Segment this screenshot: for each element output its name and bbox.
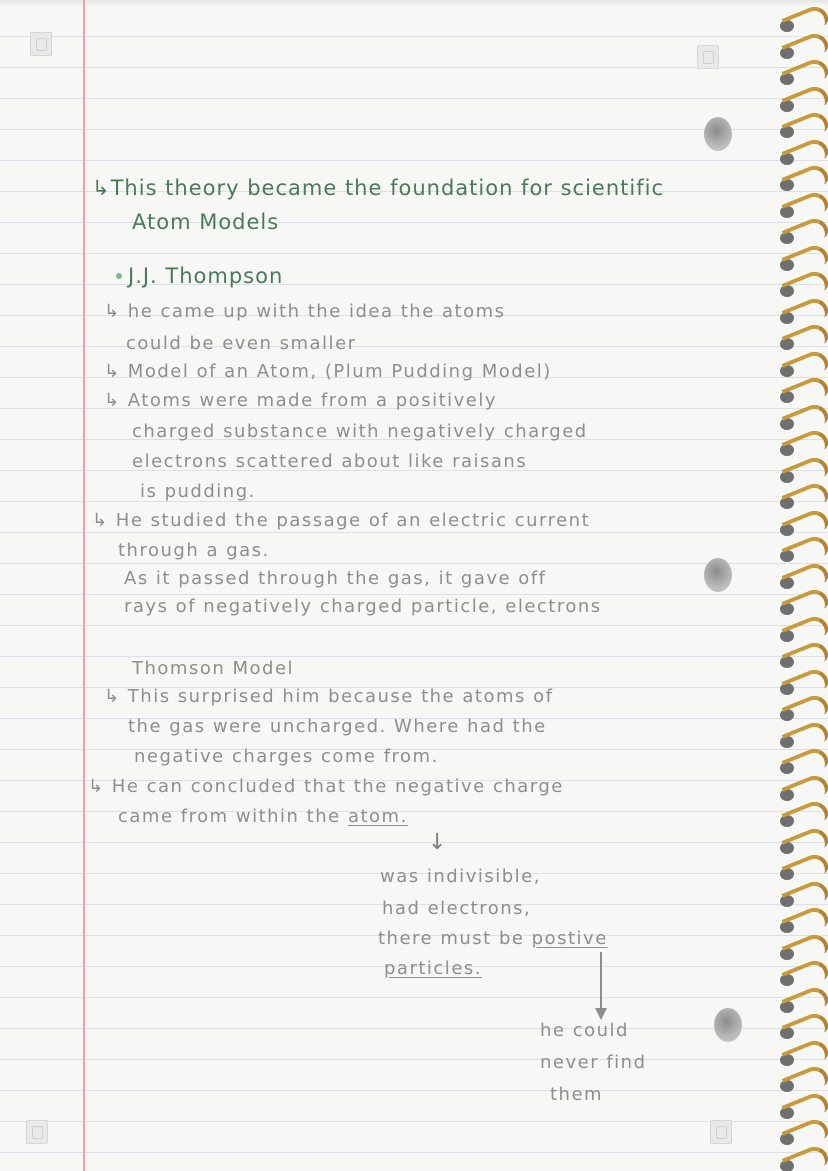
spiral-coil [770,1042,828,1070]
spiral-coil [770,406,828,434]
spiral-coil [770,167,828,195]
spiral-coil [770,485,828,513]
note-subheading: Thomson Model [132,658,295,679]
spiral-coil [770,8,828,36]
spiral-coil [770,750,828,778]
note-line: came from within the atom. [118,806,408,827]
spiral-coil [770,697,828,725]
spiral-coil [770,989,828,1017]
spiral-coil [770,141,828,169]
spiral-coil [770,962,828,990]
note-line: the gas were uncharged. Where had the [128,716,547,737]
section-heading: J.J. Thompson [128,264,284,288]
spiral-coil [770,35,828,63]
spiral-coil [770,618,828,646]
punch-hole [704,558,732,592]
spiral-coil [770,273,828,301]
note-line: is pudding. [140,481,256,502]
corner-mark-icon [710,1120,732,1144]
spiral-coil [770,1148,828,1171]
down-arrow-line [600,952,602,1012]
note-line: ↳ This surprised him because the atoms of [104,686,554,707]
spiral-coil [770,909,828,937]
spiral-coil [770,883,828,911]
note-line: particles. [384,958,482,979]
note-line: rays of negatively charged particle, electrons [124,596,602,617]
corner-mark-icon [697,45,719,69]
spiral-coil [770,459,828,487]
note-line: never find [540,1052,647,1073]
spiral-coil [770,936,828,964]
spiral-coil [770,1095,828,1123]
down-arrow-icon: ↓ [428,830,447,855]
down-arrow-icon [595,1008,607,1020]
spiral-coil [770,856,828,884]
note-line: he could [540,1020,629,1041]
spiral-coil [770,1121,828,1149]
note-line: there must be postive [378,928,608,949]
punch-hole [714,1008,742,1042]
spiral-coil [770,194,828,222]
spiral-coil [770,88,828,116]
spiral-coil [770,803,828,831]
note-line: them [550,1084,604,1105]
spiral-coil [770,565,828,593]
spiral-binding [770,0,828,1171]
spiral-coil [770,591,828,619]
spiral-coil [770,379,828,407]
spiral-coil [770,353,828,381]
bullet-dot [116,273,122,279]
spiral-coil [770,114,828,142]
spiral-coil [770,512,828,540]
spiral-coil [770,1068,828,1096]
page-top-edge [0,0,828,6]
punch-hole [704,117,732,151]
corner-mark-icon [26,1120,48,1144]
spiral-coil [770,538,828,566]
note-line: ↳ He studied the passage of an electric current [92,510,591,531]
note-line: charged substance with negatively charged [132,421,588,442]
spiral-coil [770,61,828,89]
note-line: negative charges come from. [134,746,439,767]
spiral-coil [770,777,828,805]
spiral-coil [770,300,828,328]
spiral-coil [770,671,828,699]
note-line: was indivisible, [380,866,541,887]
note-line: Atom Models [132,210,280,234]
spiral-coil [770,1015,828,1043]
spiral-coil [770,220,828,248]
spiral-coil [770,432,828,460]
note-line: ↳ he came up with the idea the atoms [104,301,506,322]
spiral-coil [770,830,828,858]
spiral-coil [770,247,828,275]
corner-mark-icon [30,32,52,56]
note-line: electrons scattered about like raisans [132,451,528,472]
note-line: could be even smaller [126,333,357,354]
note-line: ↳ He can concluded that the negative charge [88,776,564,797]
note-line: through a gas. [118,540,270,561]
note-line: As it passed through the gas, it gave off [124,568,547,589]
note-line: ↳This theory became the foundation for scientific [92,176,664,200]
spiral-coil [770,326,828,354]
spiral-coil [770,644,828,672]
note-line: had electrons, [382,898,532,919]
red-margin-line [83,0,85,1171]
note-line: ↳ Atoms were made from a positively [104,390,498,411]
spiral-coil [770,724,828,752]
note-line: ↳ Model of an Atom, (Plum Pudding Model) [104,361,552,382]
